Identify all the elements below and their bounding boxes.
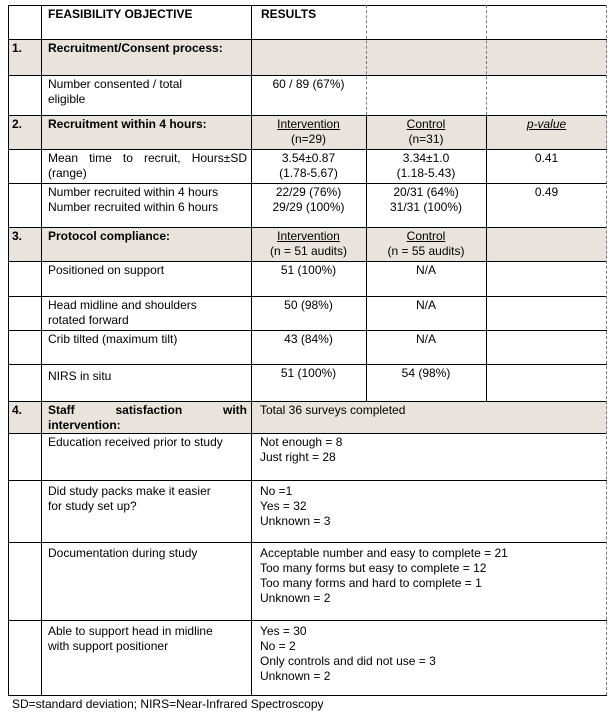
pvalue: 0.41	[534, 151, 559, 165]
table-row	[8, 296, 607, 330]
table-row	[8, 364, 607, 401]
row-divider	[8, 149, 607, 150]
control-header: Control (n = 55 audits)	[387, 229, 465, 258]
table-row	[8, 330, 607, 364]
table-footnote: SD=standard deviation; NIRS=Near-Infrared Spectroscopy	[12, 697, 324, 711]
consented-value: 60 / 89 (67%)	[272, 77, 345, 91]
row-label: Mean time to recruit, Hours±SD (range)	[48, 151, 247, 180]
pvalue: 0.49	[534, 185, 559, 199]
section-4-title: Staff satisfaction with intervention:	[48, 403, 247, 432]
feasibility-table	[8, 5, 607, 695]
row-label: Positioned on support	[48, 263, 165, 277]
row-label: Crib tilted (maximum tilt)	[48, 332, 178, 346]
row-divider	[8, 261, 607, 262]
column-divider-dashed	[486, 5, 487, 115]
table-row	[8, 261, 607, 296]
control-value: N/A	[415, 332, 436, 346]
row-divider	[8, 401, 607, 402]
survey-total: Total 36 surveys completed	[260, 403, 406, 417]
column-divider	[486, 115, 487, 401]
row-label: NIRS in situ	[48, 369, 112, 383]
section-2-number: 2.	[12, 117, 23, 131]
survey-results: Acceptable number and easy to complete = 21 Too many forms but easy to complete = 12 Too many forms and hard to complete = 1 Unknown = 2	[260, 546, 508, 605]
row-divider	[8, 542, 607, 543]
section-3-header	[8, 227, 607, 261]
column-divider	[41, 5, 42, 695]
row-label: Head midline and shoulders rotated forward	[48, 298, 197, 327]
survey-results: No =1 Yes = 32 Unknown = 3	[260, 484, 331, 528]
table-border	[8, 5, 607, 6]
control-value: 3.34±1.0 (1.18-5.43)	[396, 151, 456, 180]
section-1-title: Recruitment/Consent process:	[48, 41, 223, 55]
table-border-dashed	[606, 5, 607, 695]
intervention-value: 51 (100%)	[280, 366, 337, 380]
table-row	[8, 620, 607, 695]
section-2-title: Recruitment within 4 hours:	[48, 117, 207, 131]
table-row	[8, 433, 607, 480]
row-divider	[8, 39, 607, 40]
table-row	[8, 75, 607, 115]
section-3-number: 3.	[12, 229, 23, 243]
row-divider	[8, 620, 607, 621]
header-row	[8, 5, 607, 39]
intervention-value: 50 (98%)	[284, 298, 333, 312]
control-value: 20/31 (64%) 31/31 (100%)	[389, 185, 463, 214]
control-value: N/A	[415, 298, 436, 312]
table-border	[8, 695, 607, 696]
row-divider	[8, 296, 607, 297]
row-label: Documentation during study	[48, 546, 198, 560]
table-border	[8, 5, 9, 695]
intervention-header: Intervention (n = 51 audits)	[269, 229, 348, 258]
control-value: 54 (98%)	[401, 366, 451, 380]
row-label: Number recruited within 4 hours Number recruited within 6 hours	[48, 185, 219, 214]
row-divider	[8, 227, 607, 228]
intervention-header: Intervention (n=29)	[277, 117, 340, 146]
intervention-value: 22/29 (76%) 29/29 (100%)	[272, 185, 345, 214]
row-divider	[8, 183, 607, 184]
control-value: N/A	[415, 263, 436, 277]
table-row	[8, 149, 607, 183]
row-divider	[8, 433, 607, 434]
intervention-value: 51 (100%)	[280, 263, 337, 277]
row-divider	[8, 75, 607, 76]
row-label: Able to support head in midline with support positioner	[48, 624, 213, 653]
row-label: Number consented / total eligible	[48, 77, 183, 106]
column-divider	[366, 115, 367, 401]
section-4-header	[8, 401, 607, 433]
row-label: Did study packs make it easier for study set up?	[48, 484, 211, 513]
section-1-header	[8, 39, 607, 75]
section-4-number: 4.	[12, 403, 23, 417]
header-results: RESULTS	[261, 7, 317, 21]
survey-results: Yes = 30 No = 2 Only controls and did not use = 3 Unknown = 2	[260, 624, 436, 683]
section-2-header	[8, 115, 607, 149]
row-divider	[8, 480, 607, 481]
row-divider	[8, 364, 607, 365]
section-3-title: Protocol compliance:	[48, 229, 171, 243]
section-1-number: 1.	[12, 41, 23, 55]
column-divider-dashed	[366, 5, 367, 115]
column-divider	[251, 5, 252, 695]
row-divider	[8, 115, 607, 116]
header-objective: FEASIBILITY OBJECTIVE	[48, 7, 193, 21]
pvalue-header: p-value	[526, 117, 567, 131]
table-row	[8, 480, 607, 542]
row-divider	[8, 330, 607, 331]
intervention-value: 43 (84%)	[284, 332, 333, 346]
survey-results: Not enough = 8 Just right = 28	[260, 435, 343, 464]
row-label: Education received prior to study	[48, 435, 223, 449]
intervention-value: 3.54±0.87 (1.78-5.67)	[279, 151, 338, 180]
table-row	[8, 183, 607, 227]
table-row	[8, 542, 607, 620]
control-header: Control (n=31)	[406, 117, 446, 146]
